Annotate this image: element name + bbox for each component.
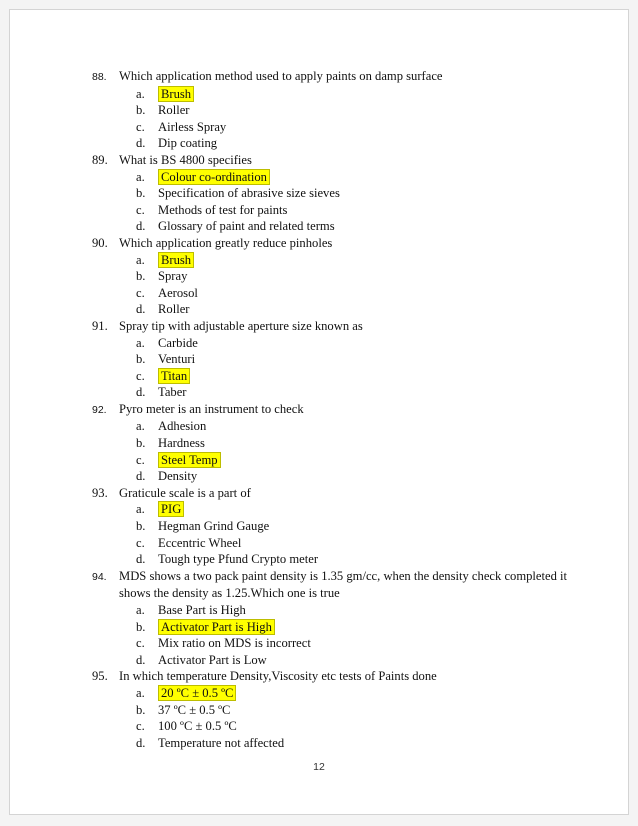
option-c [92, 202, 572, 219]
option-letter: d. [136, 136, 146, 151]
question-number: 89. [92, 152, 108, 167]
option-d [92, 735, 572, 752]
question-text-continued: shows the density as 1.25.Which one is true [119, 586, 340, 601]
option-b [92, 518, 572, 535]
option-c [92, 368, 572, 385]
question-number: 94. [92, 570, 107, 583]
option-b [92, 185, 572, 202]
question-91 [92, 318, 572, 401]
option-d [92, 135, 572, 152]
option-letter: d. [136, 735, 146, 750]
question-number: 88. [92, 71, 107, 83]
option-letter: d. [136, 552, 146, 567]
option-c [92, 285, 572, 302]
option-letter: d. [136, 469, 146, 484]
option-letter: b. [136, 269, 146, 284]
option-text: Spray [158, 269, 188, 284]
option-letter: c. [136, 719, 145, 734]
option-text: Specification of abrasive size sieves [158, 186, 340, 201]
highlighted-answer: PIG [158, 501, 184, 517]
option-b [92, 102, 572, 119]
option-letter: a. [136, 502, 145, 517]
option-letter: c. [136, 119, 145, 134]
option-text: Aerosol [158, 285, 198, 300]
question-89 [92, 152, 572, 235]
highlighted-answer: 20 ºC ± 0.5 ºC [158, 685, 236, 701]
option-letter: a. [136, 685, 145, 700]
option-text: Base Part is High [158, 603, 246, 617]
option-d [92, 468, 572, 485]
option-text: Taber [158, 385, 187, 400]
option-b [92, 435, 572, 452]
option-c [92, 119, 572, 136]
option-letter: c. [136, 202, 145, 217]
question-90 [92, 235, 572, 318]
question-88 [92, 68, 572, 152]
option-d [92, 551, 572, 568]
option-letter: b. [136, 619, 146, 634]
question-text: Which application greatly reduce pinholes [119, 235, 333, 250]
option-d [92, 384, 572, 401]
option-text: Temperature not affected [158, 735, 285, 750]
option-text: Glossary of paint and related terms [158, 219, 335, 234]
option-a [92, 685, 572, 702]
option-text: Tough type Pfund Crypto meter [158, 552, 319, 567]
option-text: Venturi [158, 352, 196, 367]
option-letter: c. [136, 285, 145, 300]
option-text: 100 ºC ± 0.5 ºC [158, 719, 237, 734]
option-letter: d. [136, 219, 146, 234]
question-number: 91. [92, 318, 108, 333]
option-letter: b. [136, 103, 146, 118]
option-text: Carbide [158, 335, 198, 350]
option-letter: c. [136, 452, 145, 467]
option-letter: c. [136, 636, 145, 651]
highlighted-answer: Steel Temp [158, 452, 221, 468]
option-b [92, 619, 572, 636]
highlighted-answer: Brush [158, 252, 194, 268]
question-text: Graticule scale is a part of [119, 485, 251, 500]
page-number: 12 [313, 761, 325, 773]
question-text: In which temperature Density,Viscosity etc tests of Paints done [119, 669, 437, 684]
option-text: Hegman Grind Gauge [158, 519, 270, 534]
option-text: Roller [158, 103, 190, 118]
question-text: Spray tip with adjustable aperture size known as [119, 318, 363, 333]
highlighted-answer: Brush [158, 86, 194, 102]
option-d [92, 301, 572, 318]
option-letter: b. [136, 436, 146, 451]
option-c [92, 535, 572, 552]
option-letter: a. [136, 603, 145, 617]
option-letter: d. [136, 302, 146, 317]
option-letter: a. [136, 252, 145, 267]
option-letter: a. [136, 419, 145, 434]
option-d [92, 218, 572, 235]
option-text: Density [158, 469, 198, 484]
option-letter: b. [136, 186, 146, 201]
option-letter: c. [136, 368, 145, 383]
option-text: Airless Spray [158, 119, 227, 134]
question-text: Pyro meter is an instrument to check [119, 401, 304, 416]
option-letter: c. [136, 535, 145, 550]
option-c [92, 452, 572, 469]
question-94 [92, 568, 572, 669]
option-text: Eccentric Wheel [158, 535, 242, 550]
document-page [9, 9, 629, 815]
option-text: Methods of test for paints [158, 202, 288, 217]
option-a [92, 86, 572, 103]
option-text: Roller [158, 302, 190, 317]
question-number: 95. [92, 669, 108, 684]
question-number: 92. [92, 403, 107, 416]
option-b [92, 702, 572, 719]
highlighted-answer: Titan [158, 368, 190, 384]
option-letter: b. [136, 519, 146, 534]
option-letter: b. [136, 352, 146, 367]
option-c [92, 635, 572, 652]
option-d [92, 652, 572, 669]
option-a [92, 252, 572, 269]
question-93 [92, 485, 572, 568]
option-b [92, 351, 572, 368]
option-letter: d. [136, 385, 146, 400]
highlighted-answer: Activator Part is High [158, 619, 275, 635]
question-95 [92, 668, 572, 751]
option-c [92, 718, 572, 735]
option-a [92, 169, 572, 186]
option-text: Hardness [158, 436, 205, 451]
option-a [92, 602, 572, 619]
question-text: Which application method used to apply paints on damp surface [119, 69, 443, 83]
option-text: Adhesion [158, 419, 207, 434]
option-letter: b. [136, 702, 146, 717]
option-letter: a. [136, 169, 145, 184]
option-a [92, 335, 572, 352]
option-b [92, 268, 572, 285]
option-letter: d. [136, 652, 146, 667]
question-list [92, 68, 572, 751]
option-text: Mix ratio on MDS is incorrect [158, 636, 311, 651]
option-a [92, 501, 572, 518]
option-text: Dip coating [158, 136, 218, 151]
highlighted-answer: Colour co-ordination [158, 169, 270, 185]
question-text: What is BS 4800 specifies [119, 152, 252, 167]
option-letter: a. [136, 335, 145, 350]
question-number: 93. [92, 485, 108, 500]
option-a [92, 418, 572, 435]
option-text: 37 ºC ± 0.5 ºC [158, 702, 231, 717]
question-92 [92, 401, 572, 485]
question-number: 90. [92, 235, 108, 250]
option-letter: a. [136, 86, 145, 101]
option-text: Activator Part is Low [158, 652, 267, 667]
question-text: MDS shows a two pack paint density is 1.35 gm/cc, when the density check completed it [119, 568, 568, 583]
